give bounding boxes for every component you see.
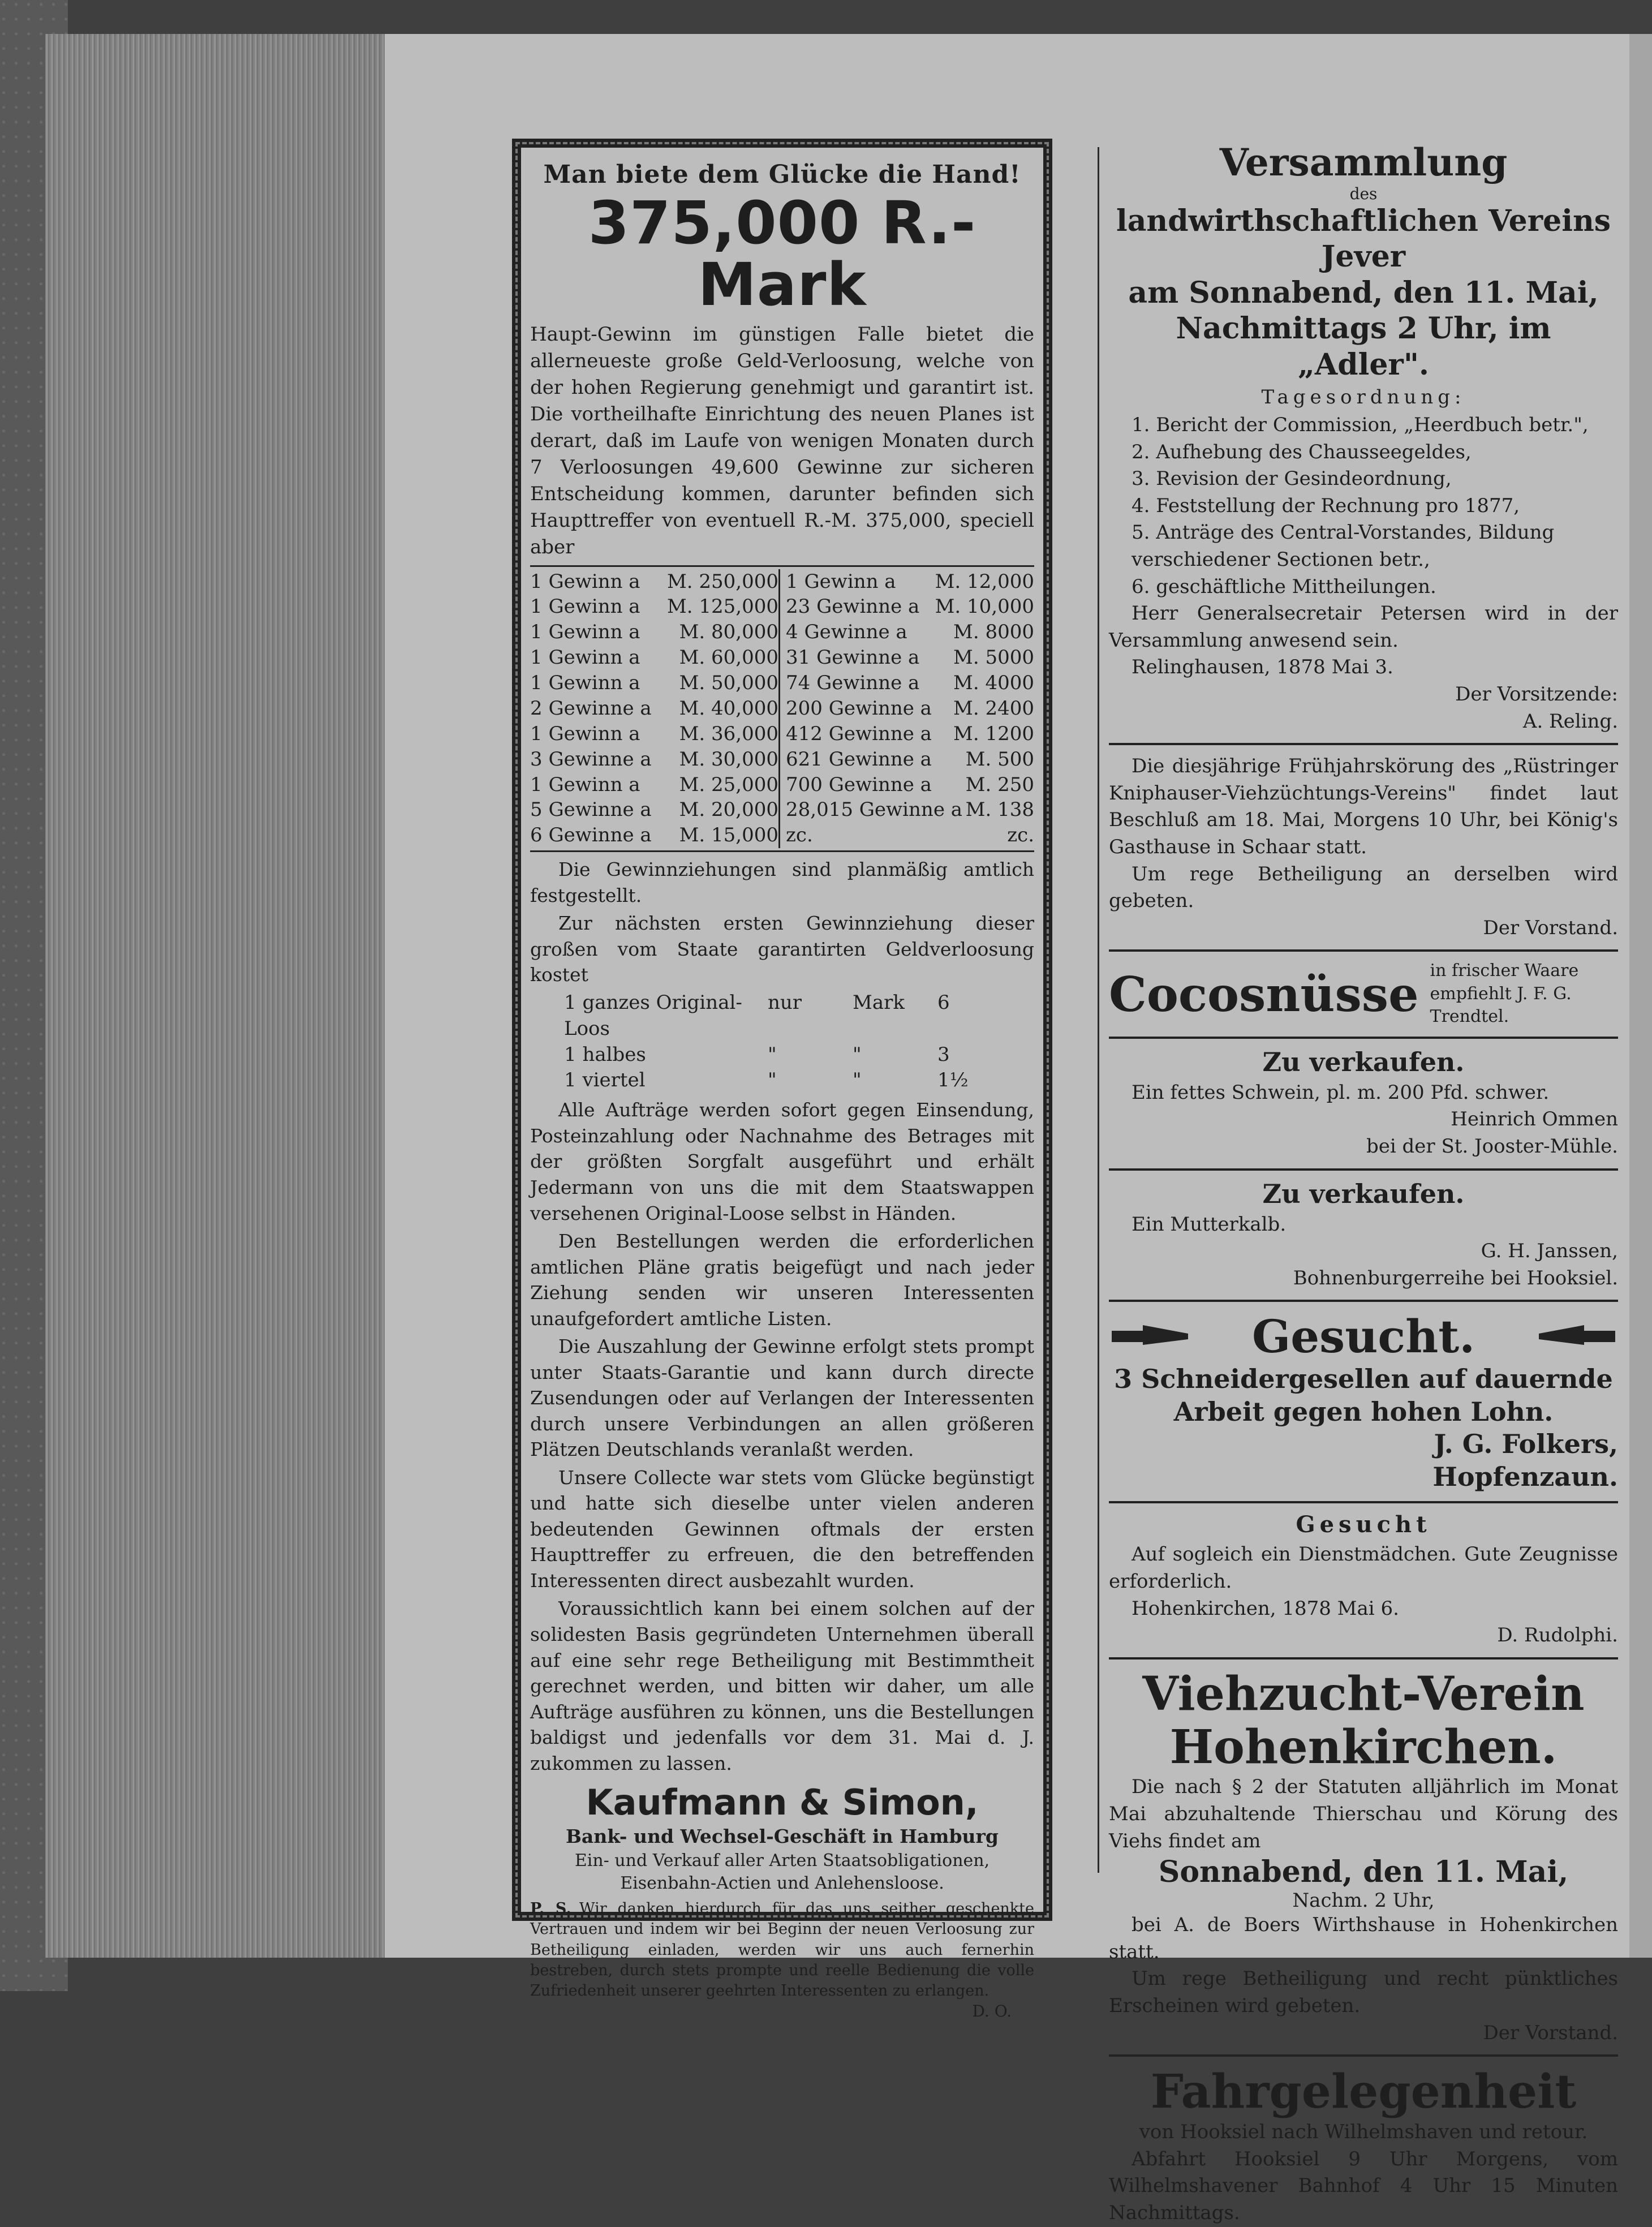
postscript-text: Wir danken hierdurch für das uns seither geschenkte Vertrauen und indem wir bei Beginn der neuen Verloosung zur Betheiligung einladen, werden wir uns auch fernerhin bestreben, durch stets prompte und reelle Bedienung die volle Zufriedenheit unserer geehrten Interessenten zu erlangen. [530,1899,1034,2000]
prize-row: 1 Gewinn a M. 50,000 [530,672,778,695]
prize-row: 74 Gewinne a M. 4000 [786,672,1034,695]
breeding-association-time: Nachm. 2 Uhr, [1292,1889,1435,1912]
prize-row: 2 Gewinne a M. 40,000 [530,697,778,720]
prize-row: 31 Gewinne a M. 5000 [786,646,1034,669]
koerung-text: Die diesjährige Frühjahrskörung des „Rüstringer Kniphauser-Viehzüchtungs-Vereins" findet laut Beschluß am 18. Mai, Morgens 10 Uhr, bei König's Gasthause in Schaar statt. [1109,755,1618,858]
prize-row: 1 Gewinn a M. 250,000 [530,570,778,593]
firm-description: Ein- und Verkauf aller Arten Staatsobligationen, Eisenbahn-Actien und Anlehensloose. [574,1850,990,1894]
meeting-subtitle-3: Nachmittags 2 Uhr, im „Adler". [1176,311,1551,382]
sale-1-signature-1: Heinrich Ommen [1451,1108,1618,1131]
firm-subtitle: Bank- und Wechsel-Geschäft in Hamburg [566,1825,999,1848]
wanted-signature-1: J. G. Folkers, [1434,1429,1618,1460]
divider [1109,1168,1618,1171]
ad-intro: Haupt-Gewinn im günstigen Falle bietet die allerneueste große Geld-Verloosung, welche von der hohen Regierung genehmigt und garantirt ist. Die vortheilhafte Einrichtung des neuen Planes ist derart, daß im Laufe von wenigen Monaten durch 7 Verloosungen 49,600 Gewinne zur sicheren Entscheidung kommen, darunter befinden sich Haupttreffer von eventuell R.-M. 375,000, speciell aber [530,323,1034,558]
sale-1-text: Ein fettes Schwein, pl. m. 200 Pfd. schwer. [1132,1081,1550,1104]
divider [1109,949,1618,952]
prize-row: 23 Gewinne a M. 10,000 [786,595,1034,618]
lot-row: 1 viertel " " 1½ [564,1069,969,1092]
coconut-text: in frischer Waare empfiehlt J. F. G. Trendtel. [1430,961,1579,1027]
breeding-association-text: Die nach § 2 der Statuten alljährlich im Monat Mai abzuhaltende Thierschau und Körung des Viehs findet am [1109,1775,1618,1852]
agenda-item: 4. Feststellung der Rechnung pro 1877, [1132,494,1520,517]
meeting-title: Versammlung [1219,140,1508,184]
ferry-schedule: Abfahrt Hooksiel 9 Uhr Morgens, vom Wilhelmshavener Bahnhof 4 Uhr 15 Minuten Nachmittags. [1109,2147,1618,2224]
agenda-item: 6. geschäftliche Mittheilungen. [1132,575,1436,598]
breeding-association-title: Viehzucht-Verein Hohenkirchen. [1142,1666,1585,1775]
prize-row: 1 Gewinn a M. 125,000 [530,595,778,618]
prize-row: 28,015 Gewinne a M. 138 [786,798,1034,822]
meeting-signature-2: A. Reling. [1522,710,1618,733]
agenda-item: 3. Revision der Gesindeordnung, [1132,467,1452,491]
prize-row: 1 Gewinn a M. 25,000 [530,773,778,796]
prize-row: 1 Gewinn a M. 60,000 [530,646,778,669]
ad-paragraph: Den Bestellungen werden die erforderlichen amtlichen Pläne gratis beigefügt und nach jeder Ziehung senden wir unseren Interessenten unaufgefordert amtliche Listen. [530,1230,1034,1330]
sale-2-signature-1: G. H. Janssen, [1481,1240,1618,1263]
wanted-2-signature: D. Rudolphi. [1497,1624,1618,1647]
meeting-des: des [1349,184,1378,203]
agenda-item: 5. Anträge des Central-Vorstandes, Bildung verschiedener Sectionen betr., [1132,521,1555,571]
wanted-title: Gesucht. [1251,1310,1475,1364]
lot-row: 1 ganzes Original-Loos nur Mark 6 [564,991,950,1040]
meeting-note: Herr Generalsecretair Petersen wird in der Versammlung anwesend sein. [1109,602,1618,652]
ad-paragraph: Die Gewinnziehungen sind planmäßig amtlich festgestellt. [530,858,1034,906]
breeding-association-date: Sonnabend, den 11. Mai, [1158,1855,1569,1890]
prize-row: 3 Gewinne a M. 30,000 [530,747,778,771]
lottery-advertisement [512,139,1052,2020]
sale-2-title: Zu verkaufen. [1262,1178,1465,1209]
postscript [530,1899,1034,2002]
agenda-title: Tagesordnung: [1261,386,1466,409]
coconut-title: Cocosnüsse [1109,966,1419,1022]
divider [1109,1657,1618,1659]
book-page-edges [45,34,385,1958]
divider [1109,1300,1618,1302]
prize-row: 4 Gewinne a M. 8000 [786,621,1034,644]
sale-1-signature-2: bei der St. Jooster-Mühle. [1366,1135,1618,1158]
prize-row: 6 Gewinne a M. 15,000 [530,824,778,847]
prize-row: 1 Gewinn a M. 36,000 [530,722,778,745]
agenda-item: 2. Aufhebung des Chausseegeldes, [1132,440,1472,463]
prize-column-left [530,569,778,849]
lot-row: 1 halbes " " 3 [564,1043,950,1066]
koerung-text-2: Um rege Betheiligung an derselben wird gebeten. [1109,862,1618,913]
divider [1109,1501,1618,1503]
sale-2-text: Ein Mutterkalb. [1132,1213,1287,1236]
ad-paragraph: Voraussichtlich kann bei einem solchen auf der solidesten Basis gegründeten Unternehmen überall auf eine sehr rege Betheiligung mit Bestimmtheit gerechnet werden, und bitten wir daher, um alle Aufträge ausführen zu können, uns die Bestellungen baldigst und jedenfalls vor dem 31. Mai d. J. zukommen zu lassen. [530,1597,1034,1774]
prize-row: 621 Gewinne a M. 500 [786,747,1034,771]
pointing-hand-left-icon [1533,1319,1618,1353]
koerung-signature: Der Vorstand. [1483,916,1618,939]
prize-table [530,565,1034,853]
sale-1-title: Zu verkaufen. [1262,1046,1465,1077]
prize-row: 1 Gewinn a M. 80,000 [530,621,778,644]
wanted-text-2: Arbeit gegen hohen Lohn. [1173,1396,1554,1427]
postscript-signature: D. O. [972,2001,1012,2020]
ad-paragraph: Zur nächsten ersten Gewinnziehung dieser großen vom Staate garantirten Geldverloosung kostet [530,912,1034,986]
wanted-2-place: Hohenkirchen, 1878 Mai 6. [1132,1597,1399,1620]
prize-row: zc. zc. [786,824,1034,847]
prize-row: 5 Gewinne a M. 20,000 [530,798,778,822]
wanted-signature-2: Hopfenzaun. [1432,1461,1618,1492]
wanted-header [1109,1310,1618,1363]
column-divider [1098,147,1099,1873]
next-page-edge [1629,34,1652,1958]
prize-row: 1 Gewinn a M. 12,000 [786,570,1034,593]
wanted-2-title: Gesucht [1296,1511,1431,1538]
divider [1109,743,1618,745]
ferry-route: von Hooksiel nach Wilhelmshaven und retour. [1139,2121,1588,2144]
lot-price-table [564,990,1034,1094]
breeding-association-text-2: Um rege Betheiligung und recht pünktliches Erscheinen wird gebeten. [1109,1967,1618,2017]
meeting-place: Relinghausen, 1878 Mai 3. [1132,656,1393,679]
pointing-hand-right-icon [1109,1319,1194,1353]
ferry-title: Fahrgelegenheit [1150,2065,1577,2119]
ad-paragraph: Die Auszahlung der Gewinne erfolgt stets prompt unter Staats-Garantie und kann durch directe Zusendungen oder auf Verlangen der Interessenten durch unsere Verbindungen an allen größeren Plätzen Deutschlands veranlaßt werden. [530,1335,1034,1461]
right-column [1109,140,1618,2224]
wanted-text-1: 3 Schneidergesellen auf dauernde [1114,1364,1613,1395]
sale-2-signature-2: Bohnenburgerreihe bei Hooksiel. [1293,1266,1618,1289]
ad-amount: 375,000 R.-Mark [588,188,976,320]
prize-column-right [778,569,1034,849]
meeting-subtitle-2: am Sonnabend, den 11. Mai, [1128,275,1599,310]
meeting-signature-1: Der Vorsitzende: [1455,683,1618,706]
wanted-2-text: Auf sogleich ein Dienstmädchen. Gute Zeugnisse erforderlich. [1109,1543,1618,1593]
coconut-ad [1109,960,1618,1029]
breeding-association-place: bei A. de Boers Wirthshause in Hohenkirchen statt. [1109,1914,1618,1963]
prize-row: 412 Gewinne a M. 1200 [786,722,1034,745]
ad-paragraph: Unsere Collecte war stets vom Glücke begünstigt und hatte sich dieselbe unter vielen anderen bedeutenden Gewinnen oftmals der ersten Haupttreffer zu erfreuen, die den betreffenden Interessenten direct ausbezahlt wurden. [530,1466,1034,1592]
divider [1109,2054,1618,2057]
firm-name: Kaufmann & Simon, [586,1782,979,1824]
prize-row: 700 Gewinne a M. 250 [786,773,1034,796]
breeding-association-signature: Der Vorstand. [1483,2021,1618,2044]
agenda-item: 1. Bericht der Commission, „Heerdbuch betr.", [1132,414,1589,437]
meeting-subtitle-1: landwirthschaftlichen Vereins Jever [1116,203,1611,274]
divider [1109,1037,1618,1039]
ad-paragraph: Alle Aufträge werden sofort gegen Einsendung, Posteinzahlung oder Nachnahme des Betrages mit der größten Sorgfalt ausgeführt und erhält Jedermann von uns die mit dem Staatswappen versehenen Original-Loose selbst in Händen. [530,1099,1034,1224]
ad-headline: Man biete dem Glücke die Hand! [543,160,1021,189]
postscript-label: P. S. [530,1899,571,1918]
prize-row: 200 Gewinne a M. 2400 [786,697,1034,720]
